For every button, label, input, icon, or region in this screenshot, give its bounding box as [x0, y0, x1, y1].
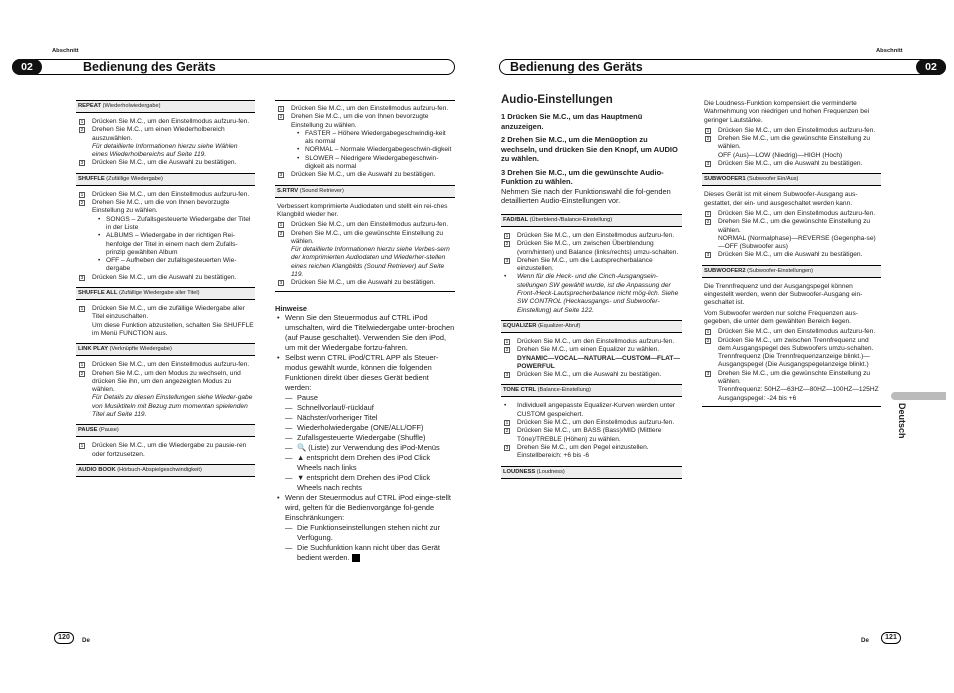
subwoofer1-step-3: Drücken Sie M.C., um die Auswahl zu bestätigen. — [718, 251, 863, 259]
chapter-title-left: Bedienung des Geräts — [83, 59, 216, 74]
srtrv-intro: Verbessert komprimierte Audiodaten und stellt ein rei-ches Klangbild wieder her. — [277, 202, 448, 218]
hint-2-item-down: ▼ entspricht dem Drehen des iPod Click Wheels nach rechts — [297, 472, 431, 492]
audio-main-step-3: 3 Drehen Sie M.C., um die gewünschte Audio-Funktion zu wählen. — [501, 167, 664, 187]
eq-step-3: Drücken Sie M.C., um die Auswahl zu bestätigen. — [517, 371, 662, 379]
pause-step-1: Drücken Sie M.C., um die Wiedergabe zu pausie-ren oder fortzusetzen. — [92, 442, 247, 458]
loudness-title: LOUDNESS (Loudness) — [501, 466, 682, 479]
subwoofer2-intro: Die Trennfrequenz und der Ausgangspegel können eingestellt werden, wenn der Subwoofer-Ausgang ein-geschaltet ist. — [704, 282, 863, 307]
hint-3-item-1: Die Funktionseinstellungen stehen nicht zur Verfügung. — [297, 522, 440, 542]
loudness-step-1: Drücken Sie M.C., um den Einstellmodus aufzuru-fen. — [718, 126, 876, 134]
loudness-step-3: Drücken Sie M.C., um die Auswahl zu bestätigen. — [718, 160, 863, 168]
subwoofer1-intro: Dieses Gerät ist mit einem Subwoofer-Ausgang aus-gestattet, der ein- und ausgeschaltet werden kann. — [704, 191, 858, 207]
loudness-step-2: Drehen Sie M.C., um die gewünschte Einstellung zu wählen. — [718, 135, 871, 151]
side-tab-bar — [891, 392, 946, 400]
hint-2-item-list: (Liste) zur Verwendung des iPod-Menüs — [308, 442, 440, 452]
fad-step-1: Drücken Sie M.C., um den Einstellmodus aufzuru-fen. — [517, 231, 675, 239]
hint-2: Selbst wenn CTRL iPod/CTRL APP als Steuer-modus gewählt wurde, können die folgenden Funktionen direkt über dieses Gerät bedient werden: — [285, 352, 439, 392]
chapter-badge-right: 02 — [916, 59, 946, 75]
subwoofer1-options: NORMAL (Normalphase)—REVERSE (Gegenpha-se)—OFF (Subwoofer aus) — [718, 234, 876, 251]
srtrv-step-2: Drehen Sie M.C., um die gewünschte Einstellung zu wählen. — [291, 229, 444, 245]
pause-title: PAUSE (Pause) — [76, 424, 255, 437]
loudness-intro: Die Loudness-Funktion kompensiert die verminderte Wahrnehmung von niedrigen und hohen Frequenzen bei geringer Lautstärke. — [704, 100, 870, 124]
repeat-step-3: Drücken Sie M.C., um die Auswahl zu bestätigen. — [92, 159, 237, 167]
subwoofer2-step-1: Drücken Sie M.C., um den Einstellmodus aufzuru-fen. — [718, 328, 876, 336]
column-4: Die Loudness-Funktion kompensiert die verminderte Wahrnehmung von niedrigen und hohen Frequenzen bei geringer Lautstärke. 1 Drücken Sie M.C., um den Einstellmodus aufzuru-fen. 2 Drehen Sie M.C., um die gewünschte Einstellung zu wählen. OFF (Aus)—LOW (Niedrig)—HIGH (Hoch) 3 Drücken Sie M.C., um die Auswahl zu bestätigen. SUBWOOFER1 (Subwoofer Ein/Aus) Dieses Gerät ist mit einem Subwoofer-Ausgang aus-gestattet, der ein- und ausgeschaltet werden kann. 1 Drücken Sie M.C., um den Einstellmodus aufzuru-fen. 2 Drehen Sie M.C., um die gewünschte Einstellung zu wählen. NORMAL (Normalphase)—REVERSE (Gegenpha-se)—OFF (Subwoofer aus) 3 Drücken Sie M.C., um die Auswahl zu bestätigen. SUBWOOFER2 (Subwoofer-Einstellungen) Die Trennfrequenz und der Ausgangspegel können eingestellt werden, wenn der Subwoofer-Ausgang ein-geschaltet ist. Vom Subwoofer werden nur solche Frequenzen aus-gegeben, die unter dem gewählten Bereich liegen. 1 Drücken Sie M.C., um den Einstellmodus aufzuru-fen. 2 Drücken Sie M.C., um zwischen Trennfrequenz und dem Ausgangspegel des Subwoofers umzu-schalten. Trennfrequenz (Die Trennfrequenzanzeige blinkt.)—Ausgangspegel (Die Ausgangspegelanzeige blinkt.) 3 Drehen Sie M.C., um die gewünschte Einstellung zu wählen. Trennfrequenz: 50HZ—63HZ—80HZ—100HZ—125HZ Ausgangspegel: -24 bis +6 — [702, 100, 881, 412]
link-play-step-2: Drehen Sie M.C., um den Modus zu wechseln, und drücken Sie ihn, um den angezeigten Modus zu wählen. — [92, 369, 241, 394]
audio-book-option-faster: FASTER – Höhere Wiedergabegeschwindig-keit als normal — [305, 129, 446, 146]
subwoofer2-freq-range: Trennfrequenz: 50HZ—63HZ—80HZ—100HZ—125HZ — [718, 386, 879, 394]
hint-2-item-up: ▲ entspricht dem Drehen des iPod Click Wheels nach links — [297, 452, 431, 472]
hint-3-item-2: Die Suchfunktion kann nicht über das Gerät bedient werden. — [297, 542, 440, 562]
fad-step-3: Drehen Sie M.C., um die Lautsprecherbalance einzustellen. — [517, 256, 653, 273]
column-3: Audio-Einstellungen 1 Drücken Sie M.C., um das Hauptmenü anzuzeigen. 2 Drehen Sie M.C., um die Menüoption zu wechseln, und drücken Sie den Knopf, um AUDIO zu wählen. 3 Drehen Sie M.C., um die gewünschte Audio-Funktion zu wählen. Nehmen Sie nach der Funktionswahl die fol-genden detaillierten Audio-Einstellungen vor. FAD/BAL (Überblend-/Balance-Einstellung) 1 Drücken Sie M.C., um den Einstellmodus aufzuru-fen. 2 Drücken Sie M.C., um zwischen Überblendung (vorn/hinten) und Balance (links/rechts) umzu-schalten. 3 Drehen Sie M.C., um die Lautsprecherbalance einzustellen. • Wenn für die Heck- und die Cinch-Ausgangsein-stellungen SW gewählt wurde, ist die Anpassung der Front-/Heck-Lautsprecherbalance nicht mög-lich. Siehe SW CONTROL (Heckausgangs- und Subwoofer-Einstellung) auf Seite 122. EQUALIZER (Equalizer-Abruf) 1 Drücken Sie M.C., um den Einstellmodus aufzuru-fen. 2 Drehen Sie M.C., um einen Equalizer zu wählen. DYNAMIC—VOCAL—NATURAL—CUSTOM—FLAT—POWERFUL 3 Drücken Sie M.C., um die Auswahl zu bestätigen. TONE CTRL (Balance-Einstellung) • Individuell angepasste Equalizer-Kurven werden unter CUSTOM gespeichert. 1 Drücken Sie M.C., um den Einstellmodus aufzuru-fen. 2 Drücken Sie M.C., um BASS (Bass)/MID (Mittlere Töne)/TREBLE (Höhen) zu wählen. 3 Drehen Sie M.C., um den Pegel einzustellen. Einstellbereich: +6 bis -6 LOUDNESS (Loudness) — [501, 96, 682, 484]
subwoofer2-toggle-note: Trennfrequenz (Die Trennfrequenzanzeige blinkt.)—Ausgangspegel (Die Ausgangspegelanzeige blinkt.) — [718, 353, 870, 369]
repeat-step-1: Drücken Sie M.C., um den Einstellmodus aufzuru-fen. — [92, 118, 250, 125]
hint-1: Wenn Sie den Steuermodus auf CTRL iPod umschalten, wird die Titelwiedergabe unter-brochen (auf Pause geschaltet). Verwenden Sie den iPod, um mit der Wiedergabe fortzu-fahren. — [285, 312, 455, 352]
side-tab-label: Deutsch — [897, 403, 907, 439]
column-2: 1 Drücken Sie M.C., um den Einstellmodus aufzuru-fen. 2 Drehen Sie M.C., um die von Ihnen bevorzugte Einstellung zu wählen. • FASTER – Höhere Wiedergabegeschwindig-keit als normal • NORMAL – Normale Wiedergabegeschwin-digkeit • SLOWER – Niedrigere Wiedergabegeschwin-digkeit als normal 3 Drücken Sie M.C., um die Auswahl zu bestätigen. S.RTRV (Sound Retriever) Verbessert komprimierte Audiodaten und stellt ein rei-ches Klangbild wieder her. 1 Drücken Sie M.C., um den Einstellmodus aufzuru-fen. 2 Drehen Sie M.C., um die gewünschte Einstellung zu wählen. Für detaillierte Informationen hierzu siehe Verbes-sern der komprimierten Audiodaten und Wiederher-stellen eines reichen Klangbilds (Sound Retriever) auf Seite 119. 3 Drücken Sie M.C., um die Auswahl zu bestätigen. Hinweise • Wenn Sie den Steuermodus auf CTRL iPod umschalten, wird die Titelwiedergabe unter-brochen (auf Pause geschaltet). Verwenden Sie den iPod, um mit der Wiedergabe fortzu-fahren. • Selbst wenn CTRL iPod/CTRL APP als Steuer-modus gewählt wurde, können die folgenden Funktionen direkt über dieses Gerät bedient werden: — Pause — Schnellvorlauf/-rücklauf — Nächster/vorheriger Titel — Wiederholwiedergabe (ONE/ALL/OFF) — Zufallsgesteuerte Wiedergabe (Shuffle) — 🔍 (Liste) zur Verwendung des iPod-Menüs — ▲ entspricht dem Drehen des iPod Click Wheels nach links — ▼ entspricht dem Drehen des iPod Click Wheels nach rechts • Wenn der Steuermodus auf CTRL iPod einge-stellt wird, gelten für die Bedienvorgänge fol-gende Einschränkungen: — Die Funktionseinstellungen stehen nicht zur Verfügung. — Die Suchfunktion kann nicht über das Gerät bedient werden. — [275, 100, 455, 563]
audio-book-step-1: Drücken Sie M.C., um den Einstellmodus aufzuru-fen. — [291, 105, 449, 112]
shuffle-option-songs: SONGS – Zufallsgesteuerte Wiedergabe der Titel in der Liste — [106, 215, 251, 231]
shuffle-step-2: Drehen Sie M.C., um die von Ihnen bevorzugte Einstellung zu wählen. — [92, 199, 230, 215]
audio-book-option-slower: SLOWER – Niedrigere Wiedergabegeschwin-digkeit als normal — [305, 154, 439, 171]
audio-settings-heading: Audio-Einstellungen — [501, 94, 613, 106]
tone-note: Individuell angepasste Equalizer-Kurven werden unter CUSTOM gespeichert. — [517, 402, 675, 418]
shuffle-all-title: SHUFFLE ALL (Zufällige Wiedergabe aller Titel) — [76, 287, 255, 300]
link-play-title: LINK PLAY (Verknüpfte Wiedergabe) — [76, 343, 255, 356]
lang-abbr-left: De — [82, 637, 90, 644]
page-number-left: 120 — [54, 632, 74, 644]
shuffle-step-1: Drücken Sie M.C., um den Einstellmodus aufzuru-fen. — [92, 190, 250, 198]
audio-book-step-3: Drücken Sie M.C., um die Auswahl zu bestätigen. — [291, 171, 436, 179]
audio-main-step-1: 1 Drücken Sie M.C., um das Hauptmenü anzuzeigen. — [501, 112, 643, 131]
srtrv-step-3: Drücken Sie M.C., um die Auswahl zu bestätigen. — [291, 279, 436, 287]
shuffle-all-note: Um diese Funktion abzustellen, schalten Sie SHUFFLE im Menü FUNCTION aus. — [92, 321, 254, 337]
eq-step-1: Drücken Sie M.C., um den Einstellmodus aufzuru-fen. — [517, 337, 675, 345]
audio-book-title: AUDIO BOOK (Hörbuch-Abspielgeschwindigkeit) — [76, 464, 255, 477]
section-label-left: Abschnitt — [52, 48, 79, 54]
subwoofer1-step-2: Drehen Sie M.C., um die gewünschte Einstellung zu wählen. — [718, 218, 871, 234]
chapter-header-right — [499, 59, 946, 75]
srtrv-title: S.RTRV (Sound Retriever) — [275, 185, 455, 198]
audio-book-step-2: Drehen Sie M.C., um die von Ihnen bevorzugte Einstellung zu wählen. — [291, 113, 429, 129]
shuffle-option-albums: ALBUMS – Wiedergabe in der richtigen Rei-henfolge der Titel in einem nach dem Zufalls-prinzip gewählten Album — [106, 232, 238, 256]
fad-bal-title: FAD/BAL (Überblend-/Balance-Einstellung) — [501, 214, 682, 227]
tone-ctrl-title: TONE CTRL (Balance-Einstellung) — [501, 384, 682, 397]
equalizer-title: EQUALIZER (Equalizer-Abruf) — [501, 320, 682, 333]
eq-step-2: Drehen Sie M.C., um einen Equalizer zu wählen. — [517, 346, 660, 354]
shuffle-step-3: Drücken Sie M.C., um die Auswahl zu bestätigen. — [92, 273, 237, 281]
tone-step-2: Drücken Sie M.C., um BASS (Bass)/MID (Mittlere Töne)/TREBLE (Höhen) zu wählen. — [517, 427, 662, 443]
shuffle-all-step-1: Drücken Sie M.C., um die zufällige Wiedergabe aller Titel einzuschalten. — [92, 305, 245, 321]
link-play-step-1: Drücken Sie M.C., um den Einstellmodus aufzuru-fen. — [92, 361, 250, 369]
link-play-note: Für Details zu diesen Einstellungen siehe Wieder-gabe von Musiktiteln mit Bezug zum momentan spielenden Titel auf Seite 119. — [92, 394, 253, 419]
hint-2-item-repeat: Wiederholwiedergabe (ONE/ALL/OFF) — [297, 422, 424, 432]
hint-2-item-shuffle: Zufallsgesteuerte Wiedergabe (Shuffle) — [297, 432, 426, 442]
subwoofer2-intro-2: Vom Subwoofer werden nur solche Frequenzen aus-gegeben, die unter dem gewählten Bereich liegen. — [704, 309, 858, 325]
shuffle-option-off: OFF – Aufheben der zufallsgesteuerten Wie-dergabe — [106, 257, 237, 273]
fad-step-2: Drücken Sie M.C., um zwischen Überblendung (vorn/hinten) und Balance (links/rechts) umzu-schalten. — [517, 240, 679, 256]
tone-range: Einstellbereich: +6 bis -6 — [517, 452, 590, 460]
subwoofer2-title: SUBWOOFER2 (Subwoofer-Einstellungen) — [702, 265, 881, 278]
srtrv-note: Für detaillierte Informationen hierzu siehe Verbes-sern der komprimierten Audiodaten und Wiederher-stellen eines reichen Klangbilds (Sound Retriever) auf Seite 119. — [291, 246, 450, 279]
hint-2-item-pause: Pause — [297, 392, 318, 402]
loudness-options: OFF (Aus)—LOW (Niedrig)—HIGH (Hoch) — [718, 151, 843, 159]
page-number-right: 121 — [881, 632, 901, 644]
subwoofer2-step-3: Drehen Sie M.C., um die gewünschte Einstellung zu wählen. — [718, 369, 871, 386]
hint-2-item-ff: Schnellvorlauf/-rücklauf — [297, 402, 374, 412]
audio-main-step-2: 2 Drehen Sie M.C., um die Menüoption zu wechseln, und drücken Sie den Knopf, um AUDIO zu wählen. — [501, 135, 678, 164]
fad-note: Wenn für die Heck- und die Cinch-Ausgangsein-stellungen SW gewählt wurde, ist die Anpassung der Front-/Heck-Lautsprecherbalance nicht mög-lich. Siehe SW CONTROL (Heckausgangs- und Subwoofer-Einstellung) auf Seite 122. — [517, 273, 679, 314]
hint-2-item-track: Nächster/vorheriger Titel — [297, 412, 378, 422]
hint-3: Wenn der Steuermodus auf CTRL iPod einge-stellt wird, gelten für die Bedienvorgänge fol-gende Einschränkungen: — [285, 492, 451, 522]
audio-book-option-normal: NORMAL – Normale Wiedergabegeschwin-digkeit — [305, 146, 452, 154]
subwoofer2-step-2: Drücken Sie M.C., um zwischen Trennfrequenz und dem Ausgangspegel des Subwoofers umzu-schalten. — [718, 336, 874, 352]
shuffle-title: SHUFFLE (Zufällige Wiedergabe) — [76, 173, 255, 186]
subwoofer1-title: SUBWOOFER1 (Subwoofer Ein/Aus) — [702, 173, 881, 186]
chapter-title-right: Bedienung des Geräts — [510, 59, 643, 74]
repeat-step-2: Drehen Sie M.C., um einen Wiederholbereich auszuwählen. — [92, 126, 225, 142]
lang-abbr-right: De — [861, 637, 869, 644]
chapter-header-left — [12, 59, 455, 75]
subwoofer2-level-range: Ausgangspegel: -24 bis +6 — [718, 394, 797, 402]
hints-title: Hinweise — [275, 303, 308, 313]
tone-step-3: Drehen Sie M.C., um den Pegel einzustellen. — [517, 443, 649, 451]
end-mark-icon — [352, 554, 360, 562]
tone-step-1: Drücken Sie M.C., um den Einstellmodus aufzuru-fen. — [517, 419, 675, 427]
search-icon: 🔍 — [297, 442, 307, 452]
eq-presets: DYNAMIC—VOCAL—NATURAL—CUSTOM—FLAT—POWERFUL — [517, 354, 680, 370]
srtrv-step-1: Drücken Sie M.C., um den Einstellmodus aufzuru-fen. — [291, 221, 449, 229]
repeat-title: REPEAT (Wiederholwiedergabe) — [76, 100, 255, 113]
audio-main-step-3-note: Nehmen Sie nach der Funktionswahl die fol-genden detaillierten Audio-Einstellungen vor. — [501, 186, 671, 206]
subwoofer1-step-1: Drücken Sie M.C., um den Einstellmodus aufzuru-fen. — [718, 209, 876, 217]
repeat-step-2-note: Für detaillierte Informationen hierzu siehe Wählen eines Wiederholbereichs auf Seite 119. — [92, 142, 238, 159]
chapter-badge-left: 02 — [12, 59, 42, 75]
section-label-right: Abschnitt — [876, 48, 903, 54]
column-1: REPEAT (Wiederholwiedergabe) 1 Drücken Sie M.C., um den Einstellmodus aufzuru-fen. 2 Drehen Sie M.C., um einen Wiederholbereich auszuwählen. Für detaillierte Informationen hierzu siehe Wählen eines Wiederholbereichs auf Seite 119. 3 Drücken Sie M.C., um die Auswahl zu bestätigen. SHUFFLE (Zufällige Wiedergabe) 1 Drücken Sie M.C., um den Einstellmodus aufzuru-fen. 2 Drehen Sie M.C., um die von Ihnen bevorzugte Einstellung zu wählen. • SONGS – Zufallsgesteuerte Wiedergabe der Titel in der Liste • ALBUMS – Wiedergabe in der richtigen Rei-henfolge der Titel in einem nach dem Zufalls-prinzip gewählten Album • OFF – Aufheben der zufallsgesteuerten Wie-dergabe 3 Drücken Sie M.C., um die Auswahl zu bestätigen. SHUFFLE ALL (Zufällige Wiedergabe aller Titel) 1 Drücken Sie M.C., um die zufällige Wiedergabe aller Titel einzuschalten. Um diese Funktion abzustellen, schalten Sie SHUFFLE im Menü FUNCTION aus. LINK PLAY (Verknüpfte Wiedergabe) 1 Drücken Sie M.C., um den Einstellmodus aufzuru-fen. 2 Drehen Sie M.C., um den Modus zu wechseln, und drücken Sie ihn, um den angezeigten Modus zu wählen. Für Details zu diesen Einstellungen siehe Wieder-gabe von Musiktiteln mit Bezug zum momentan spielenden Titel auf Seite 119. PAUSE (Pause) 1 Drücken Sie M.C., um die Wiedergabe zu pausie-ren oder fortzusetzen. AUDIO BOOK (Hörbuch-Abspielgeschwindigkeit) — [76, 100, 255, 482]
